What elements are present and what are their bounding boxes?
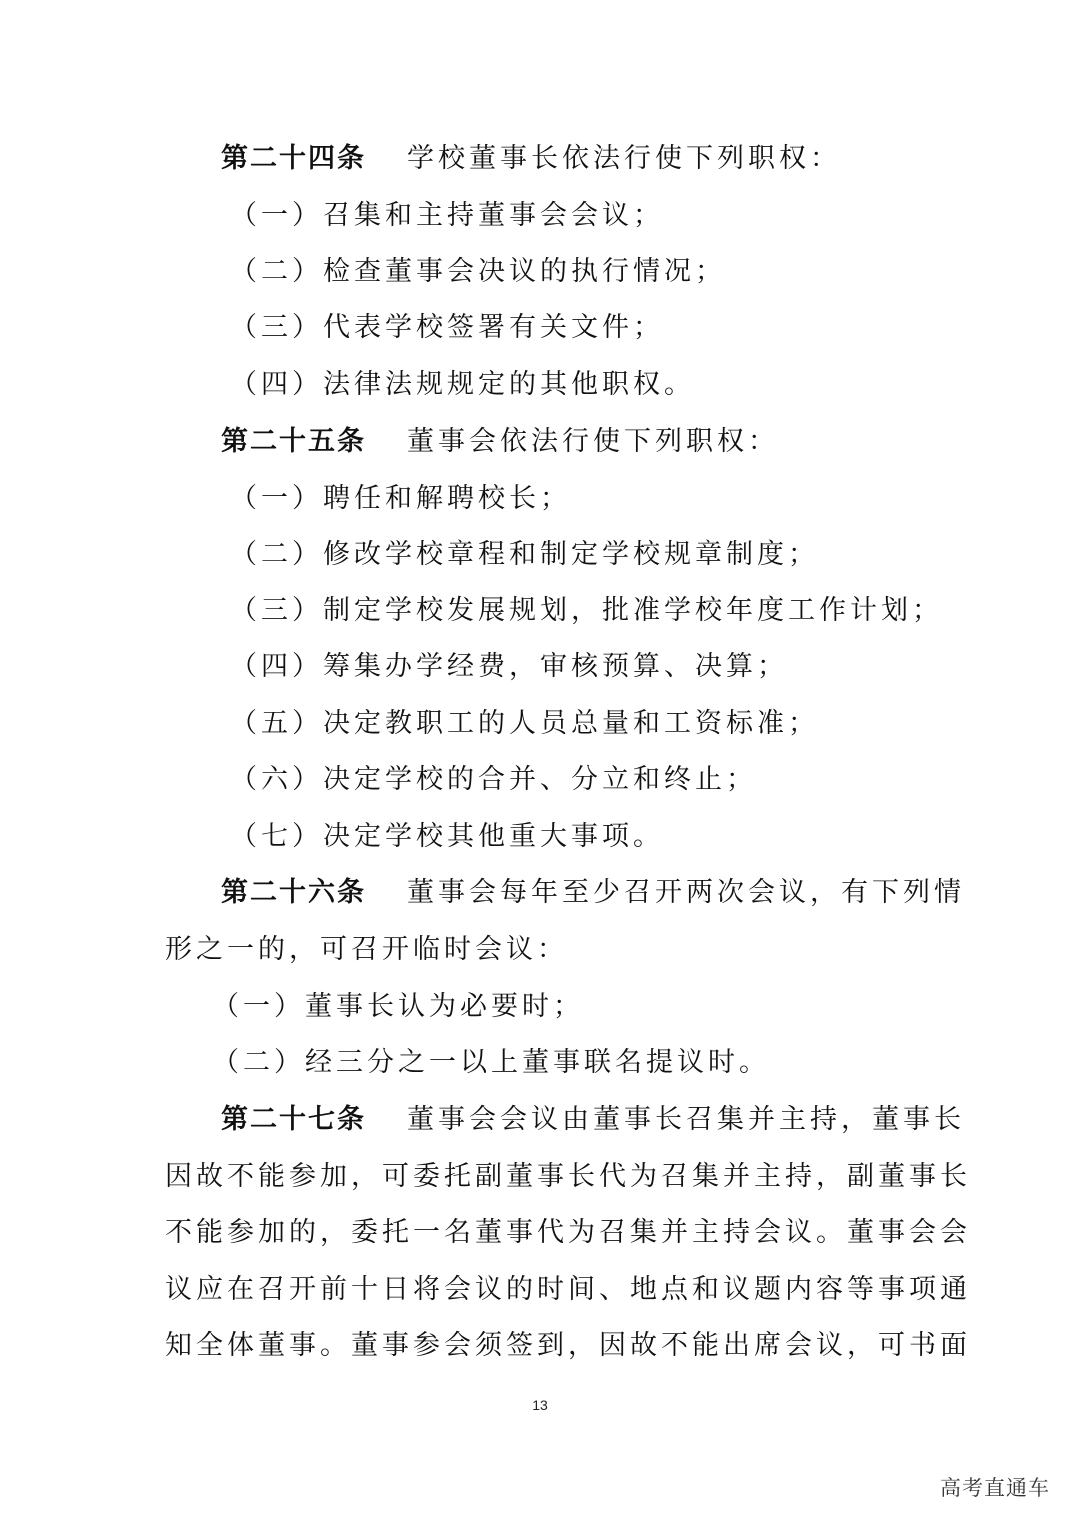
article-24-heading [0,137,1080,181]
article-24-item: （四）法律法规规定的其他职权。 [230,369,695,400]
article-24-item: （一）召集和主持董事会会议； [230,200,664,231]
article-24-intro: 学校董事长依法行使下列职权： [407,143,841,174]
article-27-line: 议应在召开前十日将会议的时间、地点和议题内容等事项通 [165,1274,971,1305]
article-26-intro: 董事会每年至少召开两次会议，有下列情 [407,877,965,908]
article-25-item: （四）筹集办学经费，审核预算、决算； [230,651,788,682]
article-27-line: 知全体董事。董事参会须签到，因故不能出席会议，可书面 [165,1330,971,1361]
watermark-text: 高考直通车 [940,1476,1050,1500]
article-25-item: （一）聘任和解聘校长； [230,483,571,514]
article-25-heading [0,420,1080,464]
article-25-item: （五）决定教职工的人员总量和工资标准； [230,708,819,739]
article-25-item: （三）制定学校发展规划，批准学校年度工作计划； [230,595,943,626]
article-26-item: （二）经三分之一以上董事联名提议时。 [212,1047,770,1078]
article-25-title: 第二十五条 [221,426,366,457]
article-27-intro: 董事会会议由董事长召集并主持，董事长 [407,1104,965,1135]
article-25-item: （六）决定学校的合并、分立和终止； [230,764,757,795]
article-24-item: （二）检查董事会决议的执行情况； [230,256,726,287]
article-24-title: 第二十四条 [221,143,366,174]
article-27-line: 因故不能参加，可委托副董事长代为召集并主持，副董事长 [165,1161,971,1192]
article-26-item: （一）董事长认为必要时； [212,991,584,1022]
article-25-item: （七）决定学校其他重大事项。 [230,821,664,852]
article-26-heading [0,871,1080,915]
page-number: 13 [532,1397,548,1413]
article-26-title: 第二十六条 [221,877,366,908]
article-26-continuation: 形之一的，可召开临时会议： [165,934,568,965]
article-27-title: 第二十七条 [221,1104,366,1135]
article-25-item: （二）修改学校章程和制定学校规章制度； [230,539,819,570]
article-25-intro: 董事会依法行使下列职权： [407,426,779,457]
article-27-line: 不能参加的，委托一名董事代为召集并主持会议。董事会会 [165,1217,971,1248]
article-24-item: （三）代表学校签署有关文件； [230,312,664,343]
article-27-heading [0,1098,1080,1142]
